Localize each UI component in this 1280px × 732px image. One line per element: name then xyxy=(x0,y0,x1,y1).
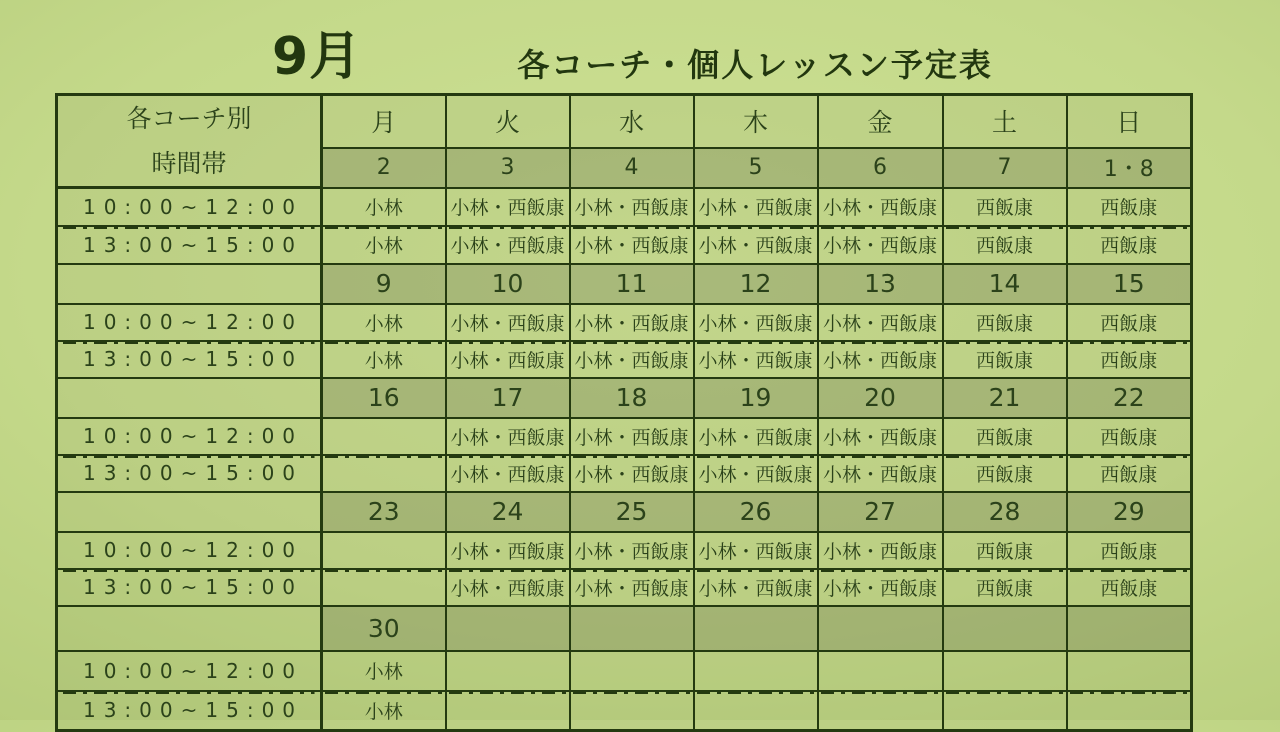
blank-cell xyxy=(57,492,322,532)
date-cell: 7 xyxy=(943,148,1067,188)
slot2-row-week5 xyxy=(57,691,1192,731)
blank-cell xyxy=(57,606,322,651)
date-cell: 17 xyxy=(446,378,570,418)
coach-cell: 小林・西飯康 xyxy=(446,188,570,226)
time-slot-label: 13:00~15:00 xyxy=(57,691,322,731)
date-row-week5 xyxy=(57,606,1192,651)
date-cell: 22 xyxy=(1067,378,1192,418)
coach-cell: 小林・西飯康 xyxy=(446,569,570,606)
date-cell: 1・8 xyxy=(1067,148,1192,188)
slot2-row-week1 xyxy=(57,226,1192,264)
coach-cell xyxy=(1067,651,1192,691)
blank-cell xyxy=(57,264,322,304)
date-cell: 5 xyxy=(694,148,818,188)
coach-cell: 小林 xyxy=(322,304,446,341)
weekday-cell-sun: 日 xyxy=(1067,95,1192,148)
coach-cell: 小林・西飯康 xyxy=(694,455,818,492)
coach-cell: 小林 xyxy=(322,341,446,378)
time-slot-label: 13:00~15:00 xyxy=(57,455,322,492)
corner-header-cell xyxy=(57,95,322,188)
coach-cell: 小林・西飯康 xyxy=(570,532,694,569)
date-cell xyxy=(446,606,570,651)
time-slot-label: 10:00~12:00 xyxy=(57,418,322,455)
date-cell: 12 xyxy=(694,264,818,304)
coach-cell xyxy=(322,455,446,492)
date-cell: 10 xyxy=(446,264,570,304)
slot1-row-week3 xyxy=(57,418,1192,455)
coach-cell: 西飯康 xyxy=(1067,341,1192,378)
date-cell: 21 xyxy=(943,378,1067,418)
corner-line2: 時間帯 xyxy=(151,149,227,178)
coach-cell: 小林 xyxy=(322,188,446,226)
weekday-cell-mon: 月 xyxy=(322,95,446,148)
coach-cell: 小林・西飯康 xyxy=(446,341,570,378)
slot1-row-week4 xyxy=(57,532,1192,569)
coach-cell: 西飯康 xyxy=(943,188,1067,226)
date-row-week2 xyxy=(57,264,1192,304)
coach-cell: 小林・西飯康 xyxy=(570,569,694,606)
coach-cell xyxy=(1067,691,1192,731)
date-cell: 11 xyxy=(570,264,694,304)
coach-cell xyxy=(818,691,943,731)
weekday-cell-wed: 水 xyxy=(570,95,694,148)
coach-cell: 西飯康 xyxy=(1067,455,1192,492)
coach-cell: 小林・西飯康 xyxy=(446,532,570,569)
weekday-cell-tue: 火 xyxy=(446,95,570,148)
date-cell: 24 xyxy=(446,492,570,532)
weekday-cell-sat: 土 xyxy=(943,95,1067,148)
slot1-row-week5 xyxy=(57,651,1192,691)
time-slot-label: 10:00~12:00 xyxy=(57,532,322,569)
time-slot-label: 13:00~15:00 xyxy=(57,569,322,606)
coach-cell: 小林・西飯康 xyxy=(570,188,694,226)
coach-cell xyxy=(943,691,1067,731)
date-cell xyxy=(818,606,943,651)
date-cell xyxy=(943,606,1067,651)
slot2-row-week2 xyxy=(57,341,1192,378)
coach-cell: 小林・西飯康 xyxy=(818,418,943,455)
coach-cell xyxy=(322,569,446,606)
date-cell: 30 xyxy=(322,606,446,651)
time-slot-label: 10:00~12:00 xyxy=(57,651,322,691)
coach-cell: 小林・西飯康 xyxy=(818,304,943,341)
time-slot-label: 13:00~15:00 xyxy=(57,341,322,378)
date-row-week3 xyxy=(57,378,1192,418)
corner-line1: 各コーチ別 xyxy=(126,104,252,133)
date-cell: 20 xyxy=(818,378,943,418)
date-cell: 29 xyxy=(1067,492,1192,532)
date-cell: 27 xyxy=(818,492,943,532)
date-cell: 15 xyxy=(1067,264,1192,304)
coach-cell: 小林・西飯康 xyxy=(446,304,570,341)
coach-cell: 西飯康 xyxy=(1067,532,1192,569)
coach-cell: 西飯康 xyxy=(943,341,1067,378)
coach-cell: 小林・西飯康 xyxy=(818,532,943,569)
coach-cell xyxy=(570,651,694,691)
coach-cell: 小林・西飯康 xyxy=(818,226,943,264)
coach-cell xyxy=(322,532,446,569)
coach-cell: 小林・西飯康 xyxy=(446,226,570,264)
time-slot-label: 13:00~15:00 xyxy=(57,226,322,264)
slot1-row-week1 xyxy=(57,188,1192,226)
coach-cell xyxy=(570,691,694,731)
coach-cell xyxy=(446,651,570,691)
weekday-cell-fri: 金 xyxy=(818,95,943,148)
weekday-header-row xyxy=(57,95,1192,148)
coach-cell: 小林・西飯康 xyxy=(694,569,818,606)
date-cell: 25 xyxy=(570,492,694,532)
month-label: 9月 xyxy=(272,27,363,87)
weekday-cell-thu: 木 xyxy=(694,95,818,148)
coach-cell: 西飯康 xyxy=(1067,226,1192,264)
coach-cell xyxy=(943,651,1067,691)
coach-cell xyxy=(446,691,570,731)
date-cell: 2 xyxy=(322,148,446,188)
coach-cell: 西飯康 xyxy=(943,418,1067,455)
coach-cell: 小林・西飯康 xyxy=(570,418,694,455)
time-slot-label: 10:00~12:00 xyxy=(57,304,322,341)
coach-cell: 小林・西飯康 xyxy=(446,418,570,455)
coach-cell: 西飯康 xyxy=(943,304,1067,341)
date-cell: 28 xyxy=(943,492,1067,532)
date-cell: 14 xyxy=(943,264,1067,304)
coach-cell: 西飯康 xyxy=(943,455,1067,492)
coach-cell: 小林 xyxy=(322,691,446,731)
coach-cell: 小林・西飯康 xyxy=(694,418,818,455)
date-cell: 19 xyxy=(694,378,818,418)
coach-cell: 小林・西飯康 xyxy=(818,188,943,226)
coach-cell: 西飯康 xyxy=(1067,304,1192,341)
coach-cell: 小林・西飯康 xyxy=(694,304,818,341)
coach-cell: 小林・西飯康 xyxy=(694,188,818,226)
coach-cell: 小林・西飯康 xyxy=(694,532,818,569)
coach-cell: 小林・西飯康 xyxy=(818,455,943,492)
slot2-row-week4 xyxy=(57,569,1192,606)
coach-cell xyxy=(694,691,818,731)
coach-cell: 小林・西飯康 xyxy=(818,569,943,606)
coach-cell: 小林・西飯康 xyxy=(818,341,943,378)
date-cell: 4 xyxy=(570,148,694,188)
coach-cell: 西飯康 xyxy=(1067,188,1192,226)
coach-cell: 小林 xyxy=(322,651,446,691)
date-cell xyxy=(694,606,818,651)
coach-cell: 小林 xyxy=(322,226,446,264)
coach-cell: 西飯康 xyxy=(943,226,1067,264)
date-cell: 3 xyxy=(446,148,570,188)
coach-cell xyxy=(694,651,818,691)
blank-cell xyxy=(57,378,322,418)
coach-cell: 小林・西飯康 xyxy=(570,455,694,492)
slot1-row-week2 xyxy=(57,304,1192,341)
coach-cell: 小林・西飯康 xyxy=(446,455,570,492)
coach-cell: 西飯康 xyxy=(943,569,1067,606)
coach-cell: 小林・西飯康 xyxy=(694,341,818,378)
date-cell: 6 xyxy=(818,148,943,188)
coach-cell: 西飯康 xyxy=(1067,569,1192,606)
slot2-row-week3 xyxy=(57,455,1192,492)
date-cell: 16 xyxy=(322,378,446,418)
coach-cell: 西飯康 xyxy=(1067,418,1192,455)
coach-cell: 小林・西飯康 xyxy=(570,304,694,341)
coach-cell xyxy=(322,418,446,455)
coach-cell: 小林・西飯康 xyxy=(694,226,818,264)
date-cell: 13 xyxy=(818,264,943,304)
date-cell: 26 xyxy=(694,492,818,532)
page-header xyxy=(0,0,1280,93)
coach-cell xyxy=(818,651,943,691)
date-cell: 9 xyxy=(322,264,446,304)
time-slot-label: 10:00~12:00 xyxy=(57,188,322,226)
date-cell: 18 xyxy=(570,378,694,418)
schedule-table xyxy=(55,93,1193,732)
date-cell xyxy=(570,606,694,651)
coach-cell: 西飯康 xyxy=(943,532,1067,569)
coach-cell: 小林・西飯康 xyxy=(570,341,694,378)
date-cell xyxy=(1067,606,1192,651)
date-cell: 23 xyxy=(322,492,446,532)
page-title: 各コーチ・個人レッスン予定表 xyxy=(517,45,993,84)
date-row-week4 xyxy=(57,492,1192,532)
coach-cell: 小林・西飯康 xyxy=(570,226,694,264)
